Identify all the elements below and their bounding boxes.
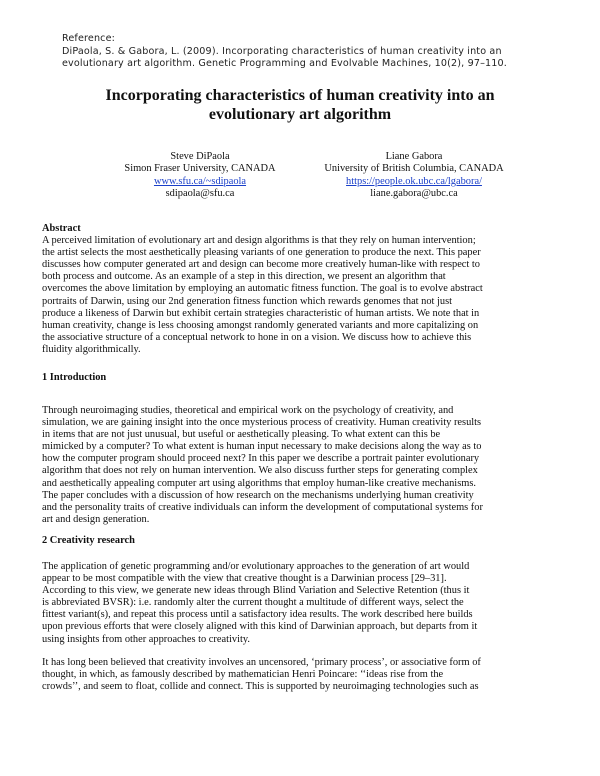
reference-line: evolutionary art algorithm. Genetic Programming and Evolvable Machines, 10(2), 97–110. [62,58,507,70]
author-url-link[interactable]: www.sfu.ca/~sdipaola [153,175,247,187]
paragraph-line: crowds’’, and seem to float, collide and connect. This is supported by neuroimaging technologies such as [42,681,479,693]
author-affiliation: Simon Fraser University, CANADA [124,163,276,175]
paragraph-line: The application of genetic programming and/or evolutionary approaches to the generation of art would [42,561,470,572]
paragraph-line: mimicked by a computer? To what extent is human input necessary to make decisions along the way as to [42,441,482,453]
paragraph-line: Through neuroimaging studies, theoretical and empirical work on the psychology of creativity, and [42,405,454,416]
paragraph-line: using insights from other approaches to creativity. [42,633,250,645]
paragraph-line: art and design generation. [42,513,150,525]
reference-label: Reference: [62,33,116,44]
abstract-line: both process and outcome. As an example of a step in this direction, we present an algorithm that [42,271,446,283]
paragraph-line: According to this view, we generate new ideas through Blind Variation and Selective Retention (thus it [42,585,470,597]
paragraph-line: is abbreviated BVSR): i.e. randomly alter the current thought a multitude of different ways, select the [42,597,464,609]
paragraph-line: how the computer program should proceed next? In this paper we describe a portrait painter evolutionary [42,453,480,465]
reference-line: DiPaola, S. & Gabora, L. (2009). Incorporating characteristics of human creativity into an [62,45,502,57]
abstract-heading: Abstract [42,223,81,234]
author-name: Steve DiPaola [170,151,230,162]
abstract-line: the artist selects the most aesthetically pleasing variants of one generation to produce the next. This paper [42,247,481,259]
author-url-link[interactable]: https://people.ok.ubc.ca/lgabora/ [346,175,482,187]
title-line: Incorporating characteristics of human creativity into an [105,87,495,104]
paragraph-line: fittest variant(s), and repeat this process until a satisfactory idea results. The work described here builds [42,609,473,621]
paper-title [60,86,540,124]
paragraph-line: thought, in which, as famously described by mathematician Henri Poincare: ‘‘ideas rise from the [42,669,444,681]
reference-block [62,33,542,71]
abstract-section [42,223,558,356]
paragraph-line: and aesthetically appealing computer art using algorithms that employ human-like creative mechanisms. [42,477,476,489]
author-email: sdipaola@sfu.ca [165,188,235,200]
abstract-line: fluidity algorithmically. [42,343,141,355]
paragraph-line: in items that are not just unusual, but useful or aesthetically pleasing. To what extent can this be [42,429,441,441]
abstract-line: portraits of Darwin, using our 2nd generation fitness function which rewards genomes that not just [42,295,453,307]
paragraph-line: It has long been believed that creativity involves an uncensored, ‘primary process’, or associative form of [42,657,481,668]
author-name: Liane Gabora [385,151,443,162]
section-heading-creativity-research: 2 Creativity research [42,535,135,546]
author-gabora [294,151,534,201]
abstract-line: discusses how computer generated art and design can become more creatively human-like with respect to [42,259,480,271]
introduction-paragraph [42,405,558,526]
paragraph-line: upon previous efforts that were closely aligned with this kind of Darwinian approach, but departs from it [42,621,478,633]
creativity-paragraph-2 [42,657,558,693]
abstract-line: overcomes the above limitation by employing an automatic fitness function. The goal is to evolve abstract [42,283,483,295]
paragraph-line: algorithm that does not rely on human intervention. We also discuss further steps for generating complex [42,465,478,477]
paragraph-line: appear to be most compatible with the view that creative thought is a Darwinian process [29–31]. [42,573,447,585]
paragraph-line: The paper concludes with a discussion of how research on the mechanisms underlying human creativity [42,489,474,501]
abstract-line: A perceived limitation of evolutionary art and design algorithms is that they rely on human intervention; [42,235,476,247]
title-line: evolutionary art algorithm [208,106,392,123]
abstract-line: human creativity, change is less choosing amongst randomly generated variants and more capitalizing on [42,319,479,331]
abstract-line: produce a likeness of Darwin but exhibit certain strategies characteristic of human artists. We note that in [42,307,480,319]
section-heading-introduction: 1 Introduction [42,372,107,383]
author-email: liane.gabora@ubc.ca [370,188,458,200]
paragraph-line: simulation, we are gaining insight into the once mysterious process of creativity. Human creativity results [42,417,482,429]
author-dipaola [80,151,320,201]
creativity-paragraph [42,561,558,646]
abstract-line: the associative structure of a conceptual network to hone in on a vision. We discuss how to achieve this [42,331,472,343]
author-affiliation: University of British Columbia, CANADA [324,163,504,175]
paragraph-line: and the personality traits of creative individuals can inform the development of computational systems for [42,501,483,513]
